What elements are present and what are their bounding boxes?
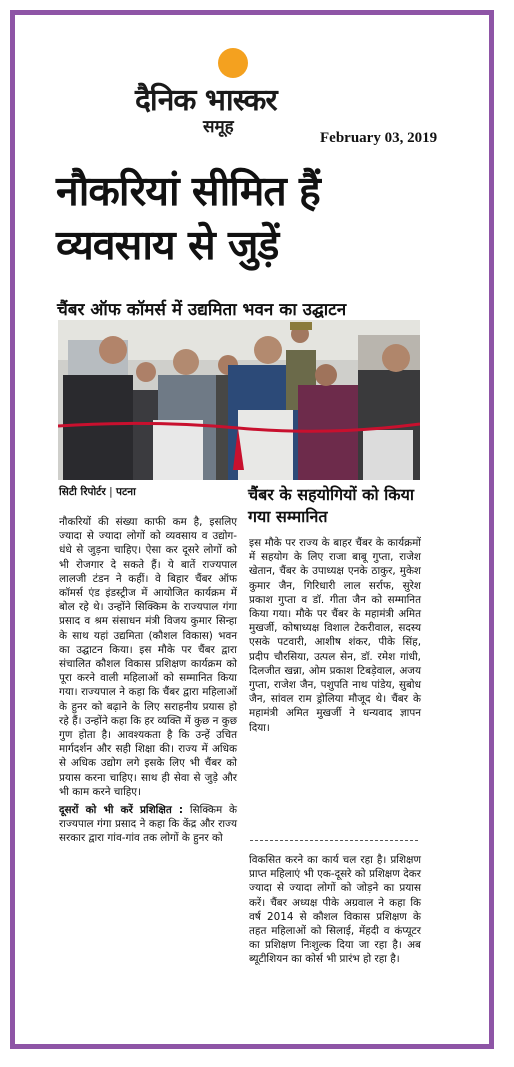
- article-body-right: विकसित करने का कार्य चल रहा है। प्रशिक्षण प्राप्त महिलाएं भी एक-दूसरे को प्रशिक्षण देकर ज्यादा से ज्यादा लोगों को जोड़ने का प्रयास करें। चैंबर अध्यक्ष पीके अग्रवाल ने कहा कि वर्ष 2014 से कौशल विकास प्रशिक्षण के तहत महिलाओं को सिलाई, मेंहदी व कंप्यूटर का प्रशिक्षण निःशुल्क दिया जा रहा है। अब ब्यूटीशियन का कोर्स भी प्रारंभ हो रहा है।: [249, 854, 421, 966]
- paragraph-2: [59, 803, 237, 846]
- paragraph: नौकरियों की संख्या काफी कम है, इसलिए ज्यादा से ज्यादा लोगों को व्यवसाय व उद्योग-धंधे से जुड़ना चाहिए। ऐसा कर दूसरे लोगों को भी रोजगार दे सकते हैं। ये बातें राज्यपाल लालजी टंडन ने कहीं। वे बिहार चैंबर ऑफ कॉमर्स एंड इंडस्ट्रीज में आयोजित कार्यक्रम में बोल रहे थे। उन्होंने सिक्किम के राज्यपाल गंगा प्रसाद व श्रम संसाधन मंत्री विजय कुमार सिन्हा के साथ यहां उद्यमिता (कौशल विकास) भवन का उद्घाटन किया। इस मौके पर चैंबर द्वारा संचालित कौशल विकास प्रशिक्षण कार्यक्रम को पूरा करने वाली महिलाओं को सम्मानित किया गया। राज्यपाल ने कहा कि चैंबर द्वारा महिलाओं के हुनर को बढ़ाने के लिए सराहनीय प्रयास हो रहे हैं। उन्होंने कहा कि हर व्यक्ति में कुछ न कुछ गुण होता है। आवश्यकता है कि उन्हें उचित मार्गदर्शन और सही शिक्षा की। राज्य में अधिक से अधिक उद्योग लगे इसके लिए भी चैंबर को प्रयास करना चाहिए। साथ ही सेवा से जुड़े और भी काम करने चाहिए।: [59, 516, 237, 798]
- newspaper-group: समूह: [203, 117, 234, 137]
- byline-reporter: सिटी रिपोर्टर: [59, 486, 106, 498]
- byline: [59, 485, 136, 499]
- headline-line-1: नौकरियां सीमित हैं: [56, 167, 320, 215]
- newspaper-name: दैनिक भास्कर: [135, 83, 277, 118]
- headline: [56, 164, 456, 272]
- byline-place: पटना: [116, 486, 136, 498]
- headline-line-2: व्यवसाय से जुड़ें: [56, 221, 279, 269]
- publication-date: February 03, 2019: [320, 130, 438, 146]
- subheadline: चैंबर ऑफ कॉमर्स में उद्यमिता भवन का उद्घाटन: [57, 300, 347, 320]
- sun-icon: [218, 48, 248, 78]
- article-body-left: [59, 515, 237, 846]
- byline-separator: |: [109, 486, 117, 498]
- inauguration-photo: [58, 320, 420, 480]
- section-subheading: दूसरों को भी करें प्रशिक्षित :: [59, 804, 184, 817]
- sidebar-title: चैंबर के सहयोगियों को किया गया सम्मानित: [248, 485, 415, 526]
- paragraph-text: सिक्किम के राज्यपाल गंगा प्रसाद ने कहा कि केंद्र और राज्य सरकार द्वारा गांव-गांव तक लोगों के हुनर को: [59, 804, 237, 845]
- divider: [250, 840, 418, 841]
- news-photo: [58, 320, 420, 480]
- sidebar-body: इस मौके पर राज्य के बाहर चैंबर के कार्यक्रमों में सहयोग के लिए राजा बाबू गुप्ता, राजेश खेतान, चैंबर के उपाध्यक्ष एनके ठाकुर, मुकेश कुमार जैन, गिरिधारी लाल सर्राफ, सुरेश प्रकाश गुप्ता व डॉ. गीता जैन को सम्मानित किया गया। मौके पर चैंबर के महामंत्री अमित मुखर्जी, कोषाध्यक्ष विशाल टेकरीवाल, सदस्य एसके पटवारी, आशीष शंकर, पीके सिंह, प्रदीप चौरसिया, उत्पल सेन, डॉ. रमेश गांधी, दिलजीत खन्ना, ओम प्रकाश टिबड़ेवाल, अजय गुप्ता, राजेश जैन, पशुपति नाथ पांडेय, सुबोध जैन, सांवल राम ड्रोलिया मौजूद थे। चैंबर के महामंत्री अमित मुखर्जी ने धन्यवाद ज्ञापन दिया।: [249, 537, 421, 734]
